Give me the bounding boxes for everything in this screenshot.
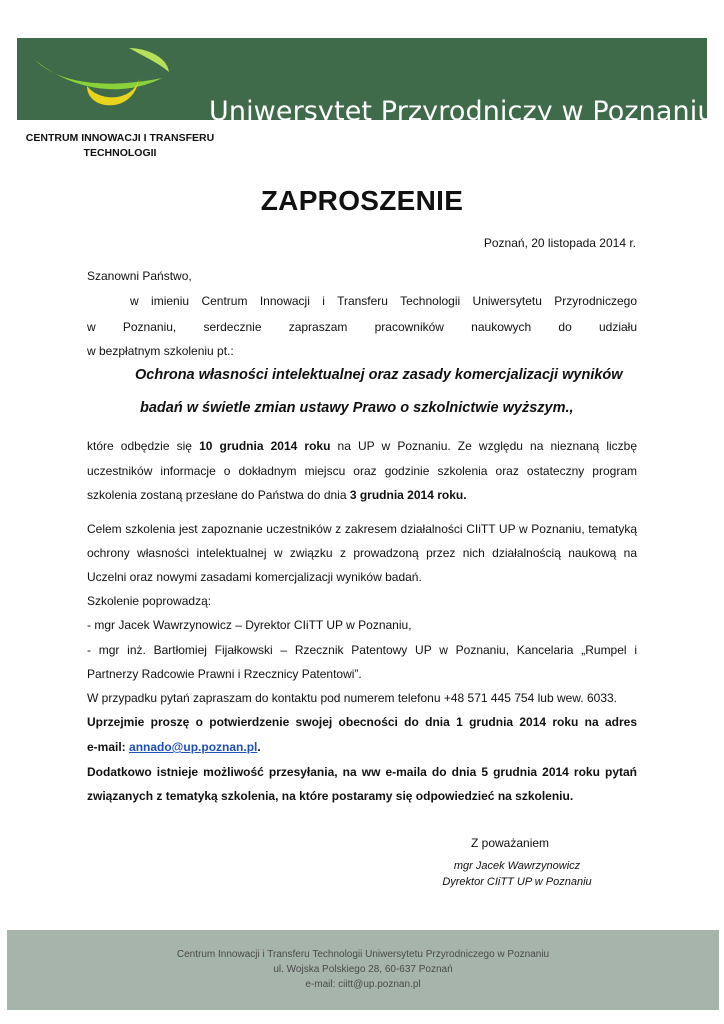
- details-line-1: [87, 434, 637, 459]
- purpose-line-3: Uczelni oraz nowymi zasadami komercjalizacji wyników badań.: [87, 570, 422, 584]
- department-name-line2: TECHNOLOGII: [83, 147, 157, 159]
- footer-line-3: e-mail: ciitt@up.poznan.pl: [305, 979, 421, 990]
- details-text: szkolenia zostaną przesłane do Państwa do dnia: [87, 488, 350, 502]
- purpose-line-1: Celem szkolenia jest zapoznanie uczestników z zakresem działalności CIiTT UP w Poznaniu, tematyką: [87, 522, 637, 536]
- program-date: 3 grudnia 2014 roku.: [349, 488, 467, 502]
- footer-line-2: ul. Wojska Polskiego 28, 60-637 Poznań: [273, 964, 453, 975]
- footer: [7, 930, 719, 1010]
- details-line-2: uczestników informacje o dokładnym miejscu oraz godzinie szkolenia oraz ostateczny program: [87, 464, 637, 478]
- confirm-line-2: [87, 735, 261, 760]
- extra-line-1: Dodatkowo istnieje możliwość przesyłania, na ww e-maila do dnia 5 grudnia 2014 roku pytań: [87, 765, 637, 779]
- intro-line-2: w Poznaniu, serdecznie zapraszam pracowników naukowych do udziału: [87, 320, 637, 334]
- intro-line-1: w imieniu Centrum Innowacji i Transferu Technologii Uniwersytetu Przyrodniczego: [130, 294, 637, 308]
- department-name: [0, 131, 240, 161]
- trainers-heading: Szkolenie poprowadzą:: [87, 594, 212, 608]
- signer-role: Dyrektor CIiTT UP w Poznaniu: [442, 876, 592, 888]
- email-period: .: [257, 740, 261, 754]
- university-name: Uniwersytet Przyrodniczy w Poznaniu: [209, 96, 715, 127]
- extra-line-2: związanych z tematyką szkolenia, na które postaramy się odpowiedzieć na szkoleniu.: [87, 789, 574, 803]
- purpose-line-2: ochrony własności intelektualnej w związku z prowadzoną przez nich działalnością naukową na: [87, 546, 637, 560]
- email-link[interactable]: annado@up.poznan.pl: [129, 740, 258, 754]
- intro-line-3: w bezpłatnym szkoleniu pt.:: [87, 344, 234, 358]
- university-logo-icon: [17, 38, 207, 120]
- footer-line-1: Centrum Innowacji i Transferu Technologii Uniwersytetu Przyrodniczego w Poznaniu: [176, 949, 550, 960]
- closing: Z poważaniem: [471, 836, 550, 850]
- course-title-line-2: badań w świetle zmian ustawy Prawo o szkolnictwie wyższym.,: [140, 400, 574, 416]
- confirm-line-1: Uprzejmie proszę o potwierdzenie swojej obecności do dnia 1 grudnia 2014 roku na adres: [87, 715, 637, 729]
- salutation: Szanowni Państwo,: [87, 269, 192, 283]
- details-text: które odbędzie się: [87, 439, 200, 453]
- trainer-1: - mgr Jacek Wawrzynowicz – Dyrektor CIiTT UP w Poznaniu,: [87, 618, 412, 632]
- contact-info: W przypadku pytań zapraszam do kontaktu pod numerem telefonu +48 571 445 754 lub wew. 6033.: [87, 691, 618, 705]
- details-text: na UP w Poznaniu. Ze względu na nieznaną liczbę: [330, 439, 638, 453]
- header-band: [17, 38, 715, 127]
- training-date: 10 grudnia 2014 roku: [199, 439, 331, 453]
- email-label: e-mail:: [87, 740, 130, 754]
- trainer-2-line-1: - mgr inż. Bartłomiej Fijałkowski – Rzecznik Patentowy UP w Poznaniu, Kancelaria „Rumpel i: [87, 643, 637, 657]
- department-name-line1: CENTRUM INNOWACJI I TRANSFERU: [25, 132, 215, 144]
- letter-date: Poznań, 20 listopada 2014 r.: [483, 236, 636, 250]
- course-title-line-1: Ochrona własności intelektualnej oraz zasady komercjalizacji wyników: [135, 367, 623, 383]
- signer-name: mgr Jacek Wawrzynowicz: [453, 860, 581, 872]
- trainer-2-line-2: Partnerzy Radcowie Prawni i Rzecznicy Patentowi”.: [87, 667, 362, 681]
- document-title: ZAPROSZENIE: [260, 185, 464, 216]
- details-line-3: [87, 483, 467, 508]
